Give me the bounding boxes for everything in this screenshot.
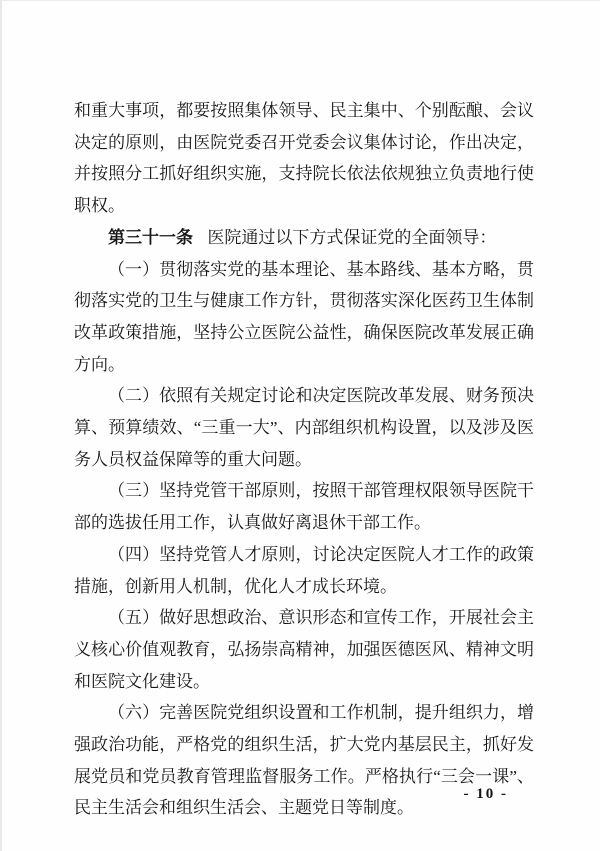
- paragraph-list-item: （二）依照有关规定讨论和决定医院改革发展、财务预决算、预算绩效、“三重一大”、内部组织机构设置，以及涉及医务人员权益保障等的重大问题。: [74, 386, 534, 469]
- paragraph-list-item: （一）贯彻落实党的基本理论、基本路线、基本方略，贯彻落实党的卫生与健康工作方针，贯彻落实深化医药卫生体制改革政策措施，坚持公立医院公益性，确保医院改革发展正确方向。: [74, 259, 534, 374]
- article-heading-text: 医院通过以下方式保证党的全面领导：: [207, 227, 497, 247]
- page-edge-top: [0, 0, 600, 1]
- paragraph-list-item: （五）做好思想政治、意识形态和宣传工作，开展社会主义核心价值观教育，弘扬崇高精神，加强医德医风、精神文明和医院文化建设。: [74, 608, 534, 691]
- paragraph-list-item: （三）坚持党管干部原则，按照干部管理权限领导医院干部的选拔任用工作，认真做好离退休干部工作。: [74, 481, 534, 533]
- article-number-label: 第三十一条: [108, 227, 193, 247]
- page-number: - 10 -: [463, 786, 508, 802]
- paragraph-body-continuation: 和重大事项，都要按照集体领导、民主集中、个别酝酿、会议决定的原则，由医院党委召开党委会议集体讨论，作出决定，并按照分工抓好组织实施，支持院长依法依规独立负责地行使职权。: [74, 101, 534, 216]
- paragraph-list-item: （四）坚持党管人才原则，讨论决定医院人才工作的政策措施，创新用人机制，优化人才成长环境。: [74, 544, 534, 596]
- paragraph-list-item: （六）完善医院党组织设置和工作机制，提升组织力，增强政治功能，严格党的组织生活，扩大党内基层民主，抓好发展党员和党员教育管理监督服务工作。严格执行“三会一课”、民主生活会和组织生活会、主题党日等制度。: [74, 703, 534, 818]
- page-edge-left: [0, 0, 2, 851]
- article-heading: [74, 222, 534, 254]
- document-body: [74, 95, 534, 824]
